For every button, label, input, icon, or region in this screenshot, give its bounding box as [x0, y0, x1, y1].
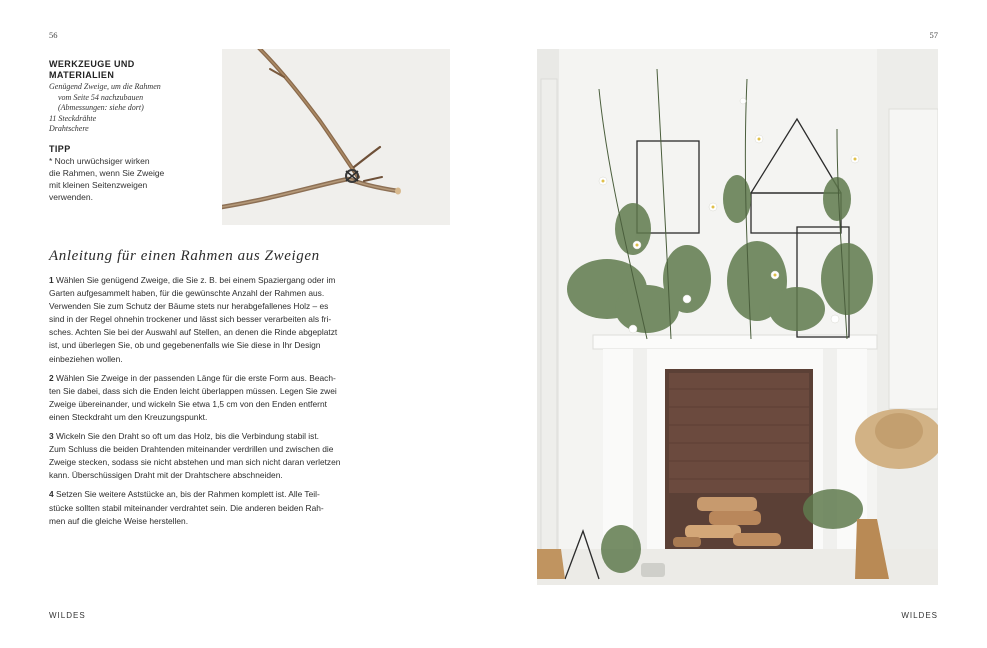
- tip-heading: TIPP: [49, 143, 71, 154]
- page-number-left: 56: [49, 30, 58, 40]
- materials-item: 11 Steckdrähte: [49, 113, 97, 123]
- fireplace-illustration: [537, 49, 938, 585]
- page-number-right: 57: [929, 30, 938, 40]
- step-2: 2 Wählen Sie Zweige in der passenden Länge für die erste Form aus. Beach- ten Sie dabei, dass sich die Enden leicht überlappen müssen. Legen Sie zwei Zweige übereinander, und wickeln Sie etwa 1,5 cm von den Enden entfernt einen Steckdraht um den Kreuzungspunkt.: [49, 372, 337, 422]
- fireplace-photo: [537, 49, 938, 585]
- materials-item: (Abmessungen: siehe dort): [58, 103, 144, 113]
- materials-item: Genügend Zweige, um die Rahmen: [49, 82, 161, 91]
- step-1: 1 Wählen Sie genügend Zweige, die Sie z. B. bei einem Spaziergang oder im Garten aufgesammelt haben, für die gewünschte Anzahl der Rahmen aus. Verwenden Sie zum Schutz der Bäume stets nur herabgefallenes Holz – es sind in der Regel ohnehin trockener und lässt sich besser verarbeiten als fri- sches. Achten Sie bei der Auswahl auf Stellen, an denen die Rinde abgeplatzt ist, und überlegen Sie, ob und gegebenenfalls wie Sie diese in Ihr Design einbeziehen wollen.: [49, 275, 338, 364]
- footer-right: WILDES: [901, 611, 938, 620]
- footer-left: WILDES: [49, 611, 86, 620]
- materials-item: vom Seite 54 nachzubauen: [58, 92, 144, 102]
- tip-text: * Noch urwüchsiger wirken die Rahmen, wenn Sie Zweige mit kleinen Seitenzweigen verwenden.: [49, 155, 165, 202]
- instructions-heading: Anleitung für einen Rahmen aus Zweigen: [49, 248, 320, 264]
- step-3: 3 Wickeln Sie den Draht so oft um das Holz, bis die Verbindung stabil ist. Zum Schluss die beiden Drahtenden miteinander verdrillen und zwischen die Zweige stecken, sodass sie nicht abstehen und man sich nicht daran verletzen kann. Überschüssigen Draht mit der Drahtschere abschneiden.: [49, 431, 341, 481]
- materials-item: Drahtschere: [49, 124, 89, 134]
- tools-heading: WERKZEUGE UND MATERIALIEN: [49, 59, 135, 80]
- tools-materials-box: [49, 59, 219, 203]
- materials-list: [49, 82, 219, 135]
- twig-illustration: [222, 49, 450, 225]
- branch-photo: [222, 49, 450, 225]
- step-4: 4 Setzen Sie weitere Aststücke an, bis der Rahmen komplett ist. Alle Teil- stücke sollten stabil miteinander verdrahtet sein. Die anderen beiden Rah- men auf die gleiche Weise herstellen.: [49, 489, 324, 526]
- instructions-body: [49, 274, 354, 534]
